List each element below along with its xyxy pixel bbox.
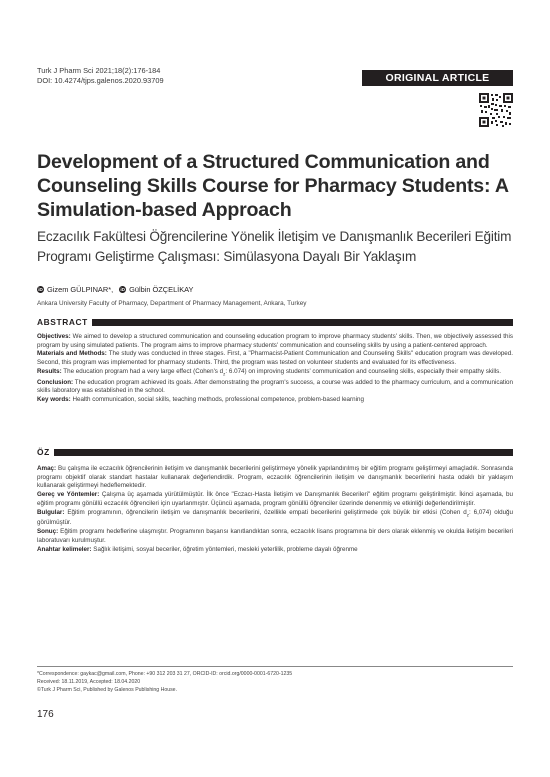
- correspondence: *Correspondence: gaykac@gmail.com, Phone: +90 312 203 31 27, ORCID-ID: orcid.org/0000-0001-6720-1235: [37, 671, 293, 677]
- orcid-icon[interactable]: iD: [120, 287, 125, 292]
- abstract-keywords: Key words: Health communication, social skills, teaching methods, professional competence, problem-based learning: [37, 396, 364, 404]
- article-type-banner: ORIGINAL ARTICLE: [362, 70, 513, 86]
- doi-line: DOI: 10.4274/tjps.galenos.2020.93709: [37, 75, 164, 85]
- journal-citation: [37, 66, 164, 85]
- oz-sonuc: Sonuç: Eğitim programı hedeflerine ulaşmıştır. Programının başarısı kanıtlandıktan sonra, eczacılık lisans programına bir ders olarak eklenmiş ve okulda iletişim becerileri laboratuvarı kurulmuştur.: [37, 528, 513, 544]
- oz-body: [37, 465, 513, 554]
- heading-rule: [54, 449, 513, 456]
- footer-divider: [37, 666, 513, 667]
- oz-anahtar: Anahtar kelimeler: Sağlık iletişimi, sosyal beceriler, öğretim yöntemleri, mesleki yeterlilik, probleme dayalı öğrenme: [37, 545, 358, 553]
- abstract-heading: [37, 317, 513, 327]
- author-list: [37, 285, 193, 294]
- oz-amac: Amaç: Bu çalışma ile eczacılık öğrencilerinin iletişim ve danışmanlık becerilerini geliştirmeye yönelik yapılandırılmış bir eğitim programı geliştirmeyi amaçladık. Sonrasında programı objektif olarak standart hastalar kullanarak değerlendirdik. Program, eczacılık öğrencilerinin iletişim ve danışmanlık becerilerini hasta odaklı bir yaklaşım kullanarak geliştirmeyi hedeflemektedir.: [37, 465, 513, 490]
- page-number: 176: [37, 709, 54, 720]
- author-name: Gizem GÜLPINAR*,: [47, 285, 114, 294]
- abstract-results: Results: The education program had a very large effect (Cohen's $d_z$: 6.074) on improving students' communication and counseling skills, especially their empathy skills.: [37, 367, 502, 377]
- affiliation: Ankara University Faculty of Pharmacy, Department of Pharmacy Management, Ankara, Turkey: [37, 300, 307, 307]
- journal-line: Turk J Pharm Sci 2021;18(2):176-184: [37, 66, 161, 75]
- abstract-heading-label: ABSTRACT: [37, 317, 88, 327]
- author-name: Gülbin ÖZÇELİKAY: [129, 285, 194, 294]
- oz-heading-label: ÖZ: [37, 447, 50, 457]
- orcid-icon[interactable]: iD: [38, 287, 43, 292]
- qr-code-icon: [478, 92, 514, 128]
- abstract-methods: Materials and Methods: The study was conducted in three stages. First, a "Pharmacist-Patient Communication and Counseling Skills" education program was developed. Second, this program was implemented for pharmacy students. Third, the program was tested on volunteer students and evaluated for its effectiveness.: [37, 350, 513, 367]
- heading-rule: [92, 319, 513, 326]
- abstract-conclusion: Conclusion: The education program achieved its goals. After demonstrating the program's success, a course was added to the pharmacy curriculum, and a communication skills laboratory was established in the school.: [37, 378, 514, 395]
- abstract-objectives: Objectives: We aimed to develop a structured communication and counseling education program to improve pharmacy students' skills. Then, we objectively assessed this program by using simulated patients. The program aims to improve pharmacy students' communication and counseling skills by using a patient-centered approach.: [37, 333, 513, 349]
- oz-gerec: Gereç ve Yöntemler: Çalışma üç aşamada yürütülmüştür. İlk önce "Eczacı-Hasta İletişim ve Danışmanlık Becerileri" eğitim programı geliştirilmiştir. İkinci aşamada, bu eğitim programı gönüllü eczacılık öğrencileri için uyarlanmıştır. Üçüncü aşamada, program gönüllü öğrenciler üzerinde denenmiş ve etkinliği değerlendirilmiştir.: [37, 491, 513, 507]
- copyright: ©Turk J Pharm Sci, Published by Galenos Publishing House.: [37, 687, 178, 693]
- article-title: Development of a Structured Communication and Counseling Skills Course for Pharmacy Students: A Simulation-based Approach: [37, 151, 509, 221]
- received-accepted: Received: 18.11.2019, Accepted: 18.04.2020: [37, 679, 141, 685]
- oz-bulgular: Bulgular: Eğitim programının, öğrencilerin iletişim ve danışmanlık becerilerini, özellikle empati becerilerini geliştirmede çok büyük bir etkisi (Cohen $d_z$: 6,074) olduğu görülmüştür.: [37, 508, 513, 527]
- abstract-body: [37, 333, 513, 405]
- article-title-turkish: Eczacılık Fakültesi Öğrencilerine Yönelik İletişim ve Danışmanlık Becerileri Eğitim Programı Geliştirme Çalışması: Simülasyona Dayalı Bir Yaklaşım: [37, 229, 512, 264]
- oz-heading: [37, 447, 513, 457]
- footer-notes: [37, 670, 292, 694]
